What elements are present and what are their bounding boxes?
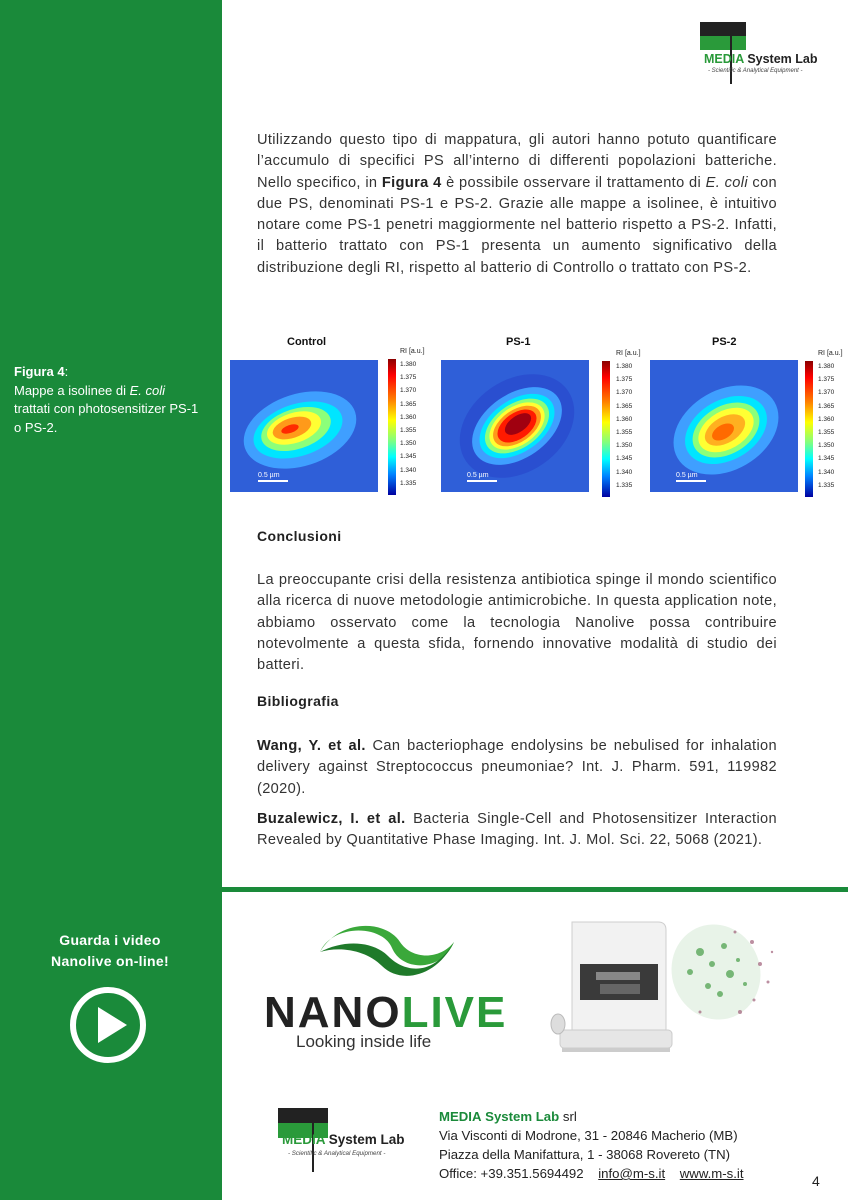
scale-label: 0.5 µm	[467, 472, 489, 479]
nanolive-logo[interactable]	[258, 922, 508, 1062]
colorbar-title: RI [a.u.]	[818, 350, 843, 357]
heatmap-control	[230, 360, 378, 492]
page-number: 4	[812, 1173, 820, 1189]
footer-contacts-line	[439, 1164, 744, 1183]
microscope-image	[540, 912, 790, 1072]
reference-item: Wang, Y. et al. Can bacteriophage endolysins be nebulised for inhalation delivery against Streptococcus pneumoniae? Int. J. Pharm. 591, 119982 (2020).	[257, 738, 777, 797]
footer-company: MEDIA System Lab srl	[439, 1109, 577, 1124]
figure-4-isoline-maps	[228, 330, 843, 502]
footer-website-link[interactable]: www.m-s.it	[679, 1166, 744, 1181]
reference-item: Buzalewicz, I. et al. Bacteria Single-Cell and Photosensitizer Interaction Revealed by Quantitative Phase Imaging. Int. J. Mol. Sci. 22, 5068 (2021).	[257, 811, 777, 849]
footer-email-link[interactable]: info@m-s.it	[598, 1166, 666, 1181]
logo-bar-black	[278, 1108, 328, 1123]
colorbar-title: RI [a.u.]	[616, 350, 641, 357]
colorbar-ticks: 1.380 1.375 1.370 1.365 1.360 1.355 1.350 1.345 1.340 1.335	[818, 363, 835, 489]
section-divider	[222, 887, 848, 892]
conclusions-paragraph: La preoccupante crisi della resistenza antibiotica spinge il mondo scientifico alla ricerca di nuove metodologie antimicrobiche. In questa application note, abbiamo osservato come la tecnologia Nanolive possa contribuire notevolmente a questa sfida, fornendo innovative modalità di studio dei batteri.	[257, 572, 777, 674]
footer-logo	[278, 1108, 418, 1172]
footer-office: Office: +39.351.5694492	[439, 1166, 584, 1181]
panel-title-control: Control	[287, 336, 327, 348]
scale-label: 0.5 µm	[258, 472, 280, 479]
figure-caption: Figura 4: Mappe a isolinee di E. coli trattati con photosensitizer PS-1 o PS-2.	[14, 364, 199, 435]
intro-paragraph: Utilizzando questo tipo di mappatura, gli autori hanno potuto quantificare l’accumulo di specifici PS all’interno di differenti popolazioni batteriche. Nello specifico, in Figura 4 è possibile osservare il trattamento di E. coli con due PS, denominati PS-1 e PS-2. Grazie alle mappe a isolinee, è intuitivo notare come PS-1 penetri maggiormente nel batterio rispetto a PS-2. Infatti, il batterio trattato con PS-1 presenta un aumento significativo della distribuzione degli RI, rispetto al batterio di Controllo o trattato con PS-2.	[257, 132, 778, 276]
video-cta-text: Guarda i video Nanolive on-line!	[51, 932, 169, 969]
colorbar-ticks: 1.380 1.375 1.370 1.365 1.360 1.355 1.350 1.345 1.340 1.335	[616, 363, 633, 489]
colorbar-title: RI [a.u.]	[400, 348, 425, 355]
nanolive-tagline: Looking inside life	[296, 1032, 432, 1051]
play-icon[interactable]	[69, 986, 147, 1064]
heatmap-ps1	[441, 360, 589, 492]
panel-title-ps1: PS-1	[506, 336, 531, 348]
media-system-lab-logo	[700, 22, 826, 86]
logo-text: MEDIA System Lab	[282, 1132, 405, 1147]
footer-contact	[439, 1107, 744, 1183]
colorbar	[602, 361, 610, 497]
panel-title-ps2: PS-2	[712, 336, 737, 348]
colorbar-ticks: 1.380 1.375 1.370 1.365 1.360 1.355 1.350 1.345 1.340 1.335	[400, 361, 417, 487]
logo-tagline: - Scientific & Analytical Equipment -	[708, 68, 803, 74]
colorbar	[805, 361, 813, 497]
logo-bar-black	[700, 22, 746, 36]
footer-address-2: Piazza della Manifattura, 1 - 38068 Rovereto (TN)	[439, 1147, 730, 1162]
logo-tagline: - Scientific & Analytical Equipment -	[288, 1150, 386, 1157]
nanolive-swirl-icon	[312, 922, 462, 984]
logo-bar-green	[700, 36, 746, 50]
heatmap-ps2	[650, 360, 798, 492]
logo-text: MEDIA System Lab	[704, 52, 818, 66]
nanolive-wordmark: NANOLIVE	[264, 988, 508, 1037]
footer-address-1: Via Visconti di Modrone, 31 - 20846 Macherio (MB)	[439, 1128, 738, 1143]
scale-label: 0.5 µm	[676, 472, 698, 479]
conclusions-heading: Conclusioni	[257, 528, 342, 544]
colorbar	[388, 359, 396, 495]
bibliography-heading: Bibliografia	[257, 693, 339, 709]
